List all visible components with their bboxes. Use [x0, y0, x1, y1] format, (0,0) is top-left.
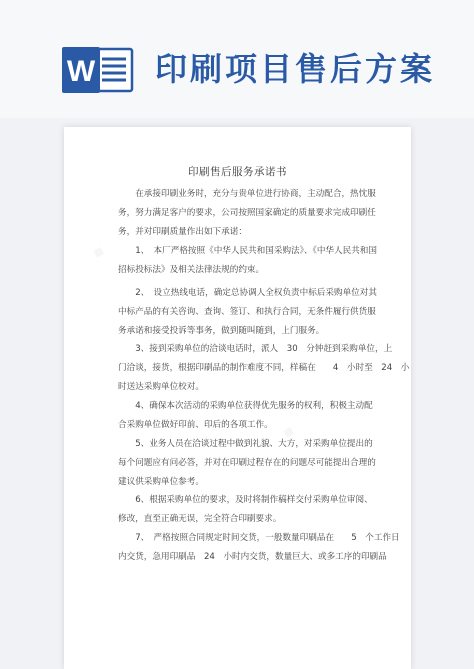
paragraph-line: 4、确保本次活动的采购单位获得优先服务的权利，积极主动配 [118, 401, 373, 411]
paragraph-item-7 [118, 529, 400, 567]
paragraph-line: 中标产品的有关咨询、查询、签订、和执行合同，无条件履行供货服 [118, 307, 376, 317]
document-page [64, 127, 411, 669]
paragraph-line: 在承接印刷业务时，充分与贵单位进行协商，主动配合，热忱服 [118, 189, 376, 199]
paragraph-line: 务，并对印刷质量作出如下承诺： [118, 227, 247, 237]
word-document-icon [60, 45, 136, 95]
paragraph-line: 内交货，急用印刷品 24 小时内交货，数量巨大、或多工序的印刷品 [118, 552, 387, 562]
paragraph-item-2 [118, 284, 375, 341]
paragraph-item-4 [118, 397, 375, 435]
paragraph-line: 建议供采购单位参考。 [118, 477, 204, 487]
word-logo-letter: W [66, 55, 96, 88]
paragraph-line: 务，努力满足客户的要求，公司按照国家确定的质量要求完成印刷任 [118, 208, 376, 218]
paragraph-line: 2、 设立热线电话，确定总协调人全权负责中标后采购单位对其 [118, 288, 377, 298]
paragraph-line: 6、根据采购单位的要求，及时将制作稿样交付采购单位审阅、 [118, 495, 373, 505]
paragraph-item-5 [118, 435, 375, 492]
paragraph-line: 3、接到采购单位的洽谈电话时，派人 30 分钟赶到采购单位，上 [118, 344, 393, 354]
paragraph-item-1 [118, 242, 375, 280]
paragraph-line: 1、 本厂严格按照《中华人民共和国采购法》、《中华人民共和国 [118, 246, 377, 256]
paragraph-line: 招标投标法》及相关法律法规的约束。 [118, 265, 265, 275]
document-title: 印刷售后服务承诺书 [188, 166, 287, 178]
paragraph-line: 7、 严格按照合同规定时间交货，一般数量印刷品在 5 个工作日 [118, 533, 400, 543]
paragraph-line: 门洽谈，接货，根据印刷品的制作难度不同，样稿在 4 小时至 24 小 [118, 363, 410, 373]
paragraph-line: 务承诺和接受投诉等事务，做到随叫随到，上门服务。 [118, 326, 325, 336]
paragraph-item-3 [118, 340, 410, 397]
watermark-mark: ▦ [281, 425, 296, 440]
watermark-mark: ▦ [91, 245, 106, 260]
paragraph-item-6 [118, 491, 375, 529]
paragraph-line: 5、业务人员在洽谈过程中做到礼貌、大方，对采购单位提出的 [118, 439, 373, 449]
header-banner [0, 0, 474, 118]
paragraph-line: 合采购单位做好印前、印后的各项工作。 [118, 420, 273, 430]
paragraph-line: 每个问题应有问必答，并对在印刷过程存在的问题尽可能提出合理的 [118, 458, 376, 468]
paragraph-line: 时送达采购单位校对。 [118, 382, 204, 392]
page-title: 印刷项目售后方案 [155, 50, 436, 88]
paragraph-intro [118, 185, 375, 242]
paragraph-line: 修改，直至正确无误，完全符合印刷要求。 [118, 514, 282, 524]
